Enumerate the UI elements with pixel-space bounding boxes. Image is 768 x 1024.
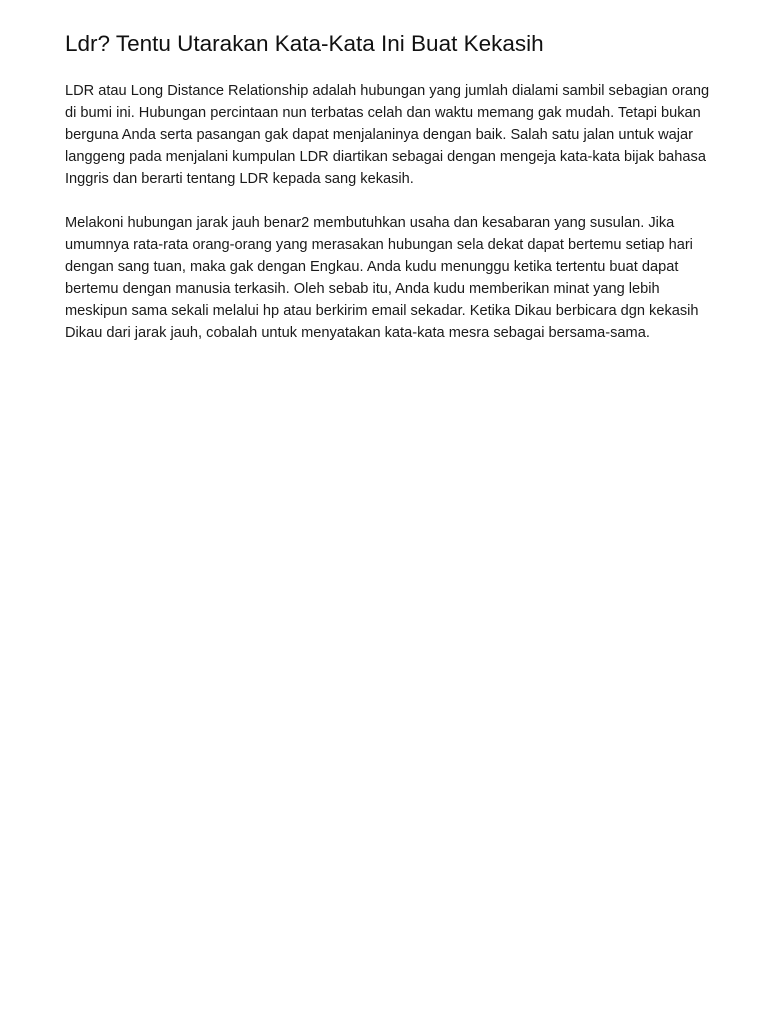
document-title: Ldr? Tentu Utarakan Kata-Kata Ini Buat Kekasih <box>65 31 544 56</box>
paragraph-body: Melakoni hubungan jarak jauh benar2 membutuhkan usaha dan kesabaran yang susulan. Jika umumnya rata-rata orang-orang yang merasakan hubungan sela dekat dapat bertemu setiap hari dengan sang tuan, maka gak dengan Engkau. Anda kudu menunggu ketika tertentu buat dapat bertemu dengan manusia terkasih. Oleh sebab itu, Anda kudu memberikan minat yang lebih meskipun sama sekali melalui hp atau berkirim email sekadar. Ketika Dikau berbicara dgn kekasih Dikau dari jarak jauh, cobalah untuk menyatakan kata-kata mesra sebagai bersama-sama. <box>65 215 699 341</box>
document-page <box>65 30 710 344</box>
paragraph-intro: LDR atau Long Distance Relationship adalah hubungan yang jumlah dialami sambil sebagian orang di bumi ini. Hubungan percintaan nun terbatas celah dan waktu memang gak mudah. Tetapi bukan berguna Anda serta pasangan gak dapat menjalaninya dengan baik. Salah satu jalan untuk wajar langgeng pada menjalani kumpulan LDR diartikan sebagai dengan mengeja kata-kata bijak bahasa Inggris dan berarti tentang LDR kepada sang kekasih. <box>65 83 710 187</box>
